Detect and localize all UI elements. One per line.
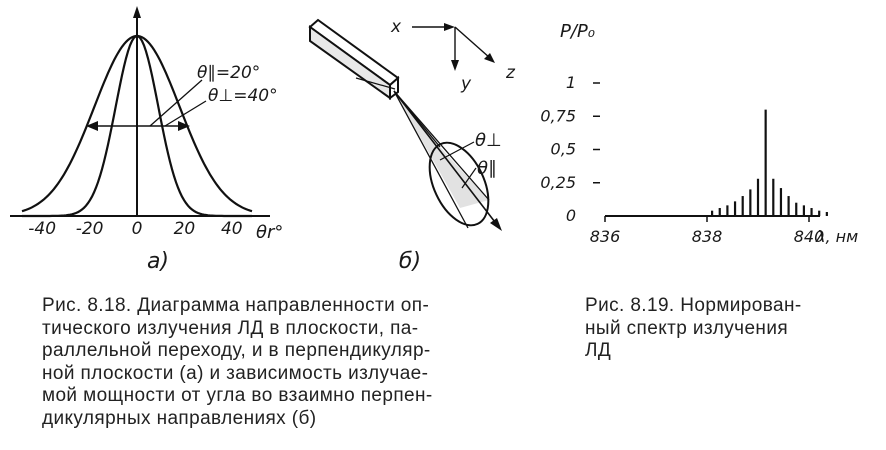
caption-line: тического излучения ЛД в плоскости, па- [42,317,419,339]
fig-819-x-tick-label: 838 [691,227,723,246]
fig-b-x-arrow [444,23,455,31]
fig-a-tick-label: 0 [131,219,143,239]
fig-a-label: а) [146,249,170,274]
fig-b-diode-top [310,20,398,85]
fig-819-x-unit: λ, нм [816,227,859,246]
fig-819-y-tick-label: 0 [565,206,576,225]
fig-819-y-tick-labels [540,73,576,225]
fig-b-x-label: x [391,17,402,37]
caption-line: дикулярных направлениях (б) [42,407,317,429]
fig-b-y-arrow [451,60,459,71]
caption-line: ЛД [585,340,612,361]
fig-819-y-tick-label: 0,5 [550,139,576,159]
fig-b-beam-arrowhead [490,218,502,231]
fig-819-y-title: P/P₀ [560,21,595,42]
fig-b-z-label: z [506,63,515,83]
fig-819-caption [585,295,802,363]
fig-a-tick-label: 20 [173,219,196,239]
fig-a-tick-label: -20 [75,219,104,239]
caption-line: Рис. 8.19. Нормирован- [585,295,802,316]
fig-819-tick-marks [593,83,886,222]
fig-818b-beam-diagram [310,17,516,274]
fig-a-axis-arrowhead [133,6,141,18]
fig-819-spectral-lines [712,110,827,216]
fig-819-y-tick-label: 0,25 [540,172,576,192]
fig-a-tick-label: 40 [220,219,243,239]
caption-line: мой мощности от угла во взаимно перпен- [42,385,433,406]
fig-818a-directivity-diagram [10,6,283,274]
caption-line: ный спектр излучения [585,317,789,339]
fig-819-x-tick-label: 840 [793,227,825,246]
caption-line: Рис. 8.18. Диаграмма направленности оп- [42,295,430,316]
fig-a-theta-perp-label: θ⊥=40° [208,86,278,106]
fig-a-theta-par-label: θ∥=20° [197,63,261,83]
caption-line: раллельной переходу, и в перпендикуляр- [42,340,431,361]
fig-b-theta-par-label: θ∥ [477,158,498,179]
fig-818-caption [42,295,433,430]
fig-819-y-tick-label: 0,75 [540,106,576,126]
fig-b-z-axis [455,27,490,58]
fig-819-x-tick-label: 836 [589,227,621,246]
fig-b-y-label: y [461,74,472,94]
fig-a-tick-label: -40 [28,219,57,239]
fig-b-label: б) [398,249,422,274]
fig-819-spectrum-chart [540,21,886,246]
fig-819-y-tick-label: 1 [565,73,576,92]
fig-b-theta-perp-label: θ⊥ [475,130,502,151]
fig-a-axis-name: θr° [256,222,284,243]
fig-a-tick-labels [28,219,242,239]
caption-line: ной плоскости (а) и зависимость излучае- [42,362,429,384]
